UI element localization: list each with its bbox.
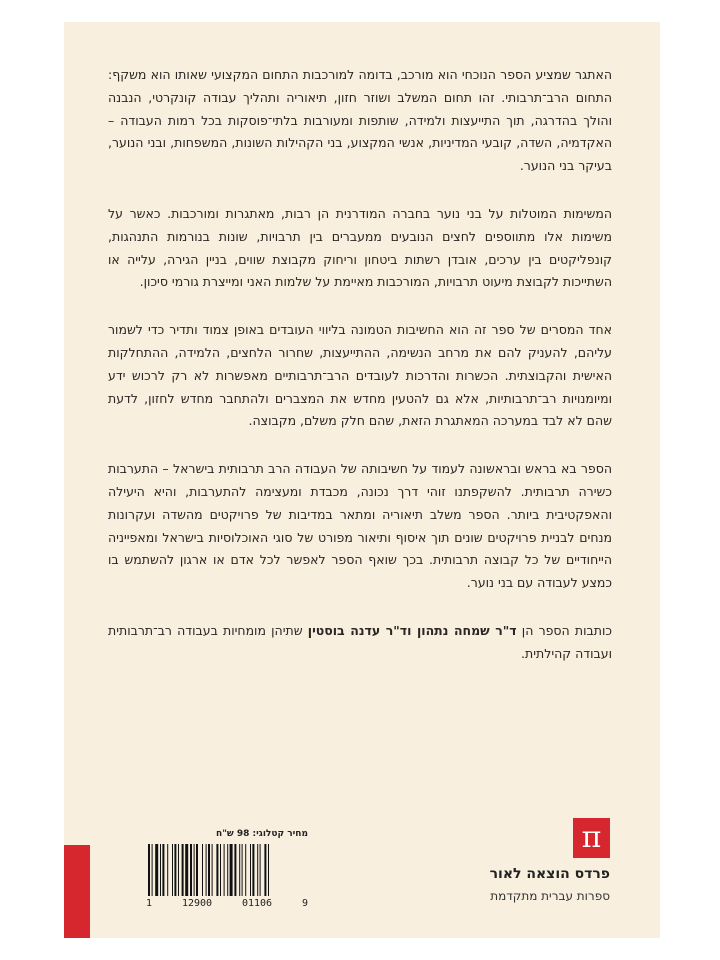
barcode-digit-group: 12900	[181, 898, 213, 909]
barcode-digit-group: 1	[146, 898, 153, 909]
authors-prefix: כותבות הספר הן	[516, 622, 612, 638]
price-label: מחיר קטלוגי: 98 ש"ח	[216, 829, 308, 839]
publisher-tagline: ספרות עברית מתקדמת	[490, 889, 610, 903]
paragraph-2: המשימות המוטלות על בני נוער בחברה המודרנית הן רבות, מאתגרות ומורכבות. כאשר על משימות אלו מתווספים לחצים הנובעים ממעברים בין תרבויות, שונות בנורמות התנהגות, קונפליקטים בין ערכים, אובדן רשתות ביטחון וריחוק מקבוצת שווים, בניין הגירה, עלייה או השתייכות לקבוצת מיעוט תרבויות, המורכבות מאיימת על שלמות האני ומייצרת גורמי סיכון.	[108, 205, 612, 290]
barcode-number	[146, 898, 308, 909]
authors-suffix: שתיהן מומחיות בעבודה רב־תרבותית ועבודה קהילתית.	[108, 622, 612, 661]
barcode-icon	[146, 844, 308, 896]
paragraph-1: האתגר שמציע הספר הנוכחי הוא מורכב, בדומה למורכבות התחום המקצועי שאותו הוא משקף: התחום הרב־תרבותי. זהו תחום המשלב ושוזר חזון, תיאוריה ותהליך עבודה קונקרטי, הנבנה והולך בהדרגה, תוך התייעצות ולמידה, שותפות ומעורבות בלתי־פוסקות בכל רמות העבודה – האקדמיה, השדה, קובעי המדיניות, אנשי המקצוע, בני הקהילות השונות, המשפחות, ובני הנוער, בעיקר בני הנוער.	[108, 67, 612, 174]
authors-paragraph	[108, 620, 612, 666]
authors-names: ד"ר שמחה נתהון וד"ר עדנה בוסטין	[307, 622, 517, 638]
barcode-digit-group: 9	[301, 898, 308, 909]
publisher-name: פרדס הוצאה לאור	[489, 866, 610, 882]
publisher-logo-icon: π	[573, 818, 610, 858]
paragraph-3: אחד המסרים של ספר זה הוא החשיבות הטמונה בליווי העובדים באופן צמוד ותדיר כדי לשמור עליהם, להעניק להם את מרחב הנשימה, ההתייעצות, שחרור הלחצים, הלמידה, ההתחלקות האישית והקבוצתית. הכשרות והדרכות לעובדים הרב־תרבותיים מאפשרות לא רק לרכוש ידע ומיומנויות רב־תרבותיות, אלא גם להטעין מחדש את המצברים ולהתחבר מחדש לחזון, לדעת שהם לא לבד במערכה המאתגרת הזאת, שהם חלק משלם, מקבוצה.	[108, 322, 612, 429]
red-spine-strip	[64, 845, 90, 938]
paragraph-4: הספר בא בראש ובראשונה לעמוד על חשיבותה של העבודה הרב תרבותית בישראל – התערבות כשירה תרבותית. להשקפתנו זוהי דרך נכונה, מכבדת ומעצימה להתערבות, והיא היעילה והאפקטיבית ביותר. הספר משלב תיאוריה ומתאר במדיבות של פרויקטים מהשדה ועקרונות מנחים לבניית פרויקטים שונים תוך איסוף ותיאור מפורט של סוגי האוכלוסיות בישראל ומאפייניה הייחודיים של כל קבוצה תרבותית. בכך שואף הספר לאפשר לכל אדם או ארגון להשתמש בו כמצע לעבודה עם בני נוער.	[108, 461, 612, 591]
blurb-text	[108, 64, 612, 691]
barcode-digit-group: 01106	[241, 898, 273, 909]
